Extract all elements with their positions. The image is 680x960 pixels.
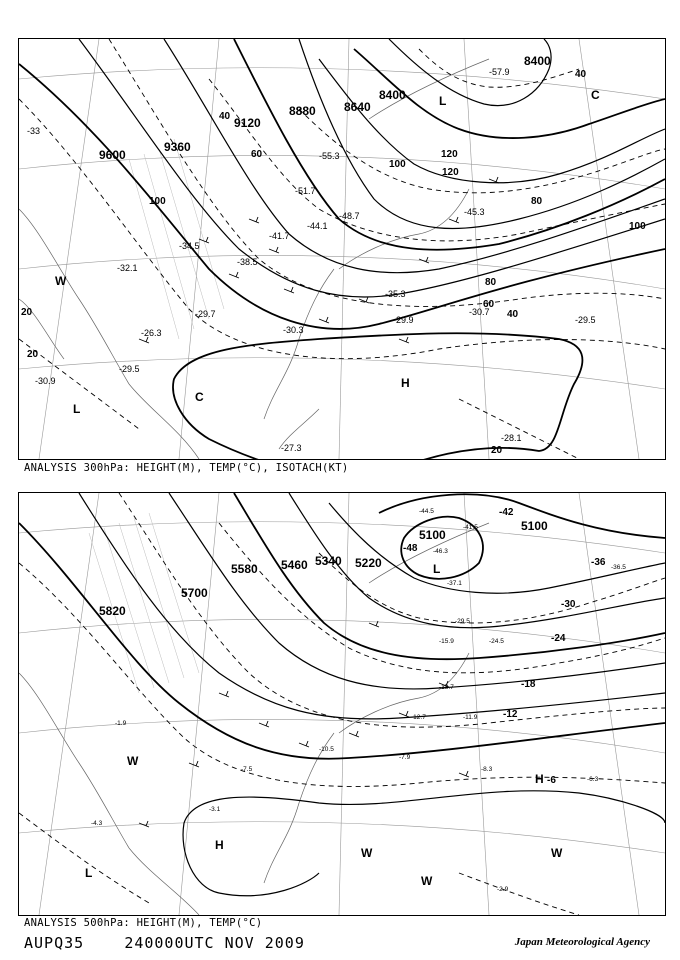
station-value: -8.3 — [481, 766, 493, 773]
isotach-label: 100 — [629, 221, 646, 232]
agency-name: Japan Meteorological Agency — [514, 936, 650, 948]
station-value: -41.5 — [463, 524, 478, 531]
cold-center-marker: C — [591, 88, 600, 102]
station-value: -3.1 — [209, 806, 221, 813]
temp-label: -26.3 — [141, 328, 162, 338]
isotach-label: 20 — [491, 445, 503, 456]
isotach-label: 100 — [389, 159, 406, 170]
low-center-marker: L — [433, 562, 441, 576]
height-label: 5820 — [99, 604, 126, 618]
isotach-label: 40 — [219, 111, 231, 122]
station-value: -18.7 — [439, 684, 454, 691]
station-value: -36.5 — [611, 564, 626, 571]
station-value: -10.5 — [319, 746, 334, 753]
station-value: -4.3 — [91, 820, 103, 827]
pressure-centers-500 — [85, 562, 563, 888]
high-center-marker: H — [401, 376, 410, 390]
height-label: 9120 — [234, 116, 261, 130]
hatch-region — [89, 513, 199, 693]
warm-center-marker: W — [55, 274, 67, 288]
analysis-300hpa-map — [18, 38, 666, 460]
isotach-label: 40 — [575, 69, 587, 80]
temp-label: -45.3 — [464, 207, 485, 217]
map-300hpa-svg — [19, 39, 665, 459]
chart-id: AUPQ35 — [24, 934, 85, 952]
temp-label: -27.3 — [281, 443, 302, 453]
temp-contour-label: -36 — [591, 557, 606, 568]
chart-datetime: 240000UTC NOV 2009 — [124, 934, 305, 952]
station-value: -37.1 — [447, 580, 462, 587]
station-value: -1.9 — [115, 720, 127, 727]
temp-contour-label: -12 — [503, 709, 518, 720]
temp-label: -34.5 — [179, 241, 200, 251]
temp-contour-label: -42 — [499, 507, 514, 518]
station-value: -7.9 — [399, 754, 411, 761]
cold-center-marker: C — [195, 390, 204, 404]
temp-label: -32.1 — [117, 263, 138, 273]
warm-center-marker: W — [551, 846, 563, 860]
isotach-label: 20 — [21, 307, 33, 318]
analysis-500hpa-map — [18, 492, 666, 916]
temp-labels-300 — [27, 67, 596, 453]
temp-label: -29.5 — [575, 315, 596, 325]
temp-label: -57.9 — [489, 67, 510, 77]
height-label: 9360 — [164, 140, 191, 154]
station-value: -6.3 — [587, 776, 599, 783]
low-center-marker: L — [439, 94, 447, 108]
wind-barbs — [139, 177, 499, 343]
height-label: 9600 — [99, 148, 126, 162]
temp-label: -30.3 — [283, 325, 304, 335]
temp-contour-label: -6 — [547, 775, 556, 786]
temp-label: -28.1 — [501, 433, 522, 443]
high-center-marker: H — [535, 772, 544, 786]
temp-label: -29.9 — [393, 315, 414, 325]
height-label: 5340 — [315, 554, 342, 568]
station-value: -12.7 — [411, 714, 426, 721]
temp-contour-label: -30 — [561, 599, 576, 610]
temp-label: -30.7 — [469, 307, 490, 317]
temp-label: -29.5 — [119, 364, 140, 374]
warm-center-marker: W — [421, 874, 433, 888]
height-label: 5100 — [521, 519, 548, 533]
temp-label: -30.9 — [35, 376, 56, 386]
isotach-label: 120 — [442, 167, 459, 178]
temp-label: -48.7 — [339, 211, 360, 221]
low-center-marker: L — [73, 402, 81, 416]
temp-label: -33 — [27, 126, 41, 136]
isotach-label: 80 — [485, 277, 497, 288]
station-value: -44.5 — [419, 508, 434, 515]
isotach-label: 100 — [149, 196, 166, 207]
height-label: 5580 — [231, 562, 258, 576]
isotach-label: 20 — [27, 349, 39, 360]
warm-center-marker: W — [127, 754, 139, 768]
isotach-label: 40 — [507, 309, 519, 320]
station-value: -7.5 — [241, 766, 253, 773]
station-value: -11.9 — [463, 714, 478, 721]
height-contours — [19, 493, 665, 896]
isotach-label: 60 — [483, 299, 495, 310]
station-value: -15.9 — [439, 638, 454, 645]
isotach-label: 80 — [531, 196, 543, 207]
height-label: 5460 — [281, 558, 308, 572]
height-label: 8400 — [379, 88, 406, 102]
height-label: 8880 — [289, 104, 316, 118]
temp-label: -35.3 — [385, 289, 406, 299]
warm-center-marker: W — [361, 846, 373, 860]
station-value: -29.5 — [455, 618, 470, 625]
temp-label: -55.3 — [319, 151, 340, 161]
station-value: -2.9 — [497, 886, 509, 893]
low-center-marker: L — [85, 866, 93, 880]
temp-label: -51.7 — [295, 186, 316, 196]
station-value: -24.5 — [489, 638, 504, 645]
height-label: 8640 — [344, 100, 371, 114]
height-label: 5100 — [419, 528, 446, 542]
temp-contour-label: -48 — [403, 543, 418, 554]
chart-identifier — [24, 934, 305, 952]
temp-label: -29.7 — [195, 309, 216, 319]
temp-label: -44.1 — [307, 221, 328, 231]
height-label: 8400 — [524, 54, 551, 68]
temp-contour-label: -24 — [551, 633, 566, 644]
high-center-marker: H — [215, 838, 224, 852]
height-label: 5220 — [355, 556, 382, 570]
temp-label: -38.5 — [237, 257, 258, 267]
map-500hpa-svg — [19, 493, 665, 915]
station-value: -46.3 — [433, 548, 448, 555]
temp-label: -41.7 — [269, 231, 290, 241]
isotach-label: 60 — [251, 149, 263, 160]
panel-500-caption: ANALYSIS 500hPa: HEIGHT(M), TEMP(°C) — [24, 917, 263, 929]
height-contours — [19, 39, 665, 459]
isotach-label: 120 — [441, 149, 458, 160]
temp-contour-label: -18 — [521, 679, 536, 690]
panel-300-caption: ANALYSIS 300hPa: HEIGHT(M), TEMP(°C), ISOTACH(KT) — [24, 462, 349, 474]
height-label: 5700 — [181, 586, 208, 600]
